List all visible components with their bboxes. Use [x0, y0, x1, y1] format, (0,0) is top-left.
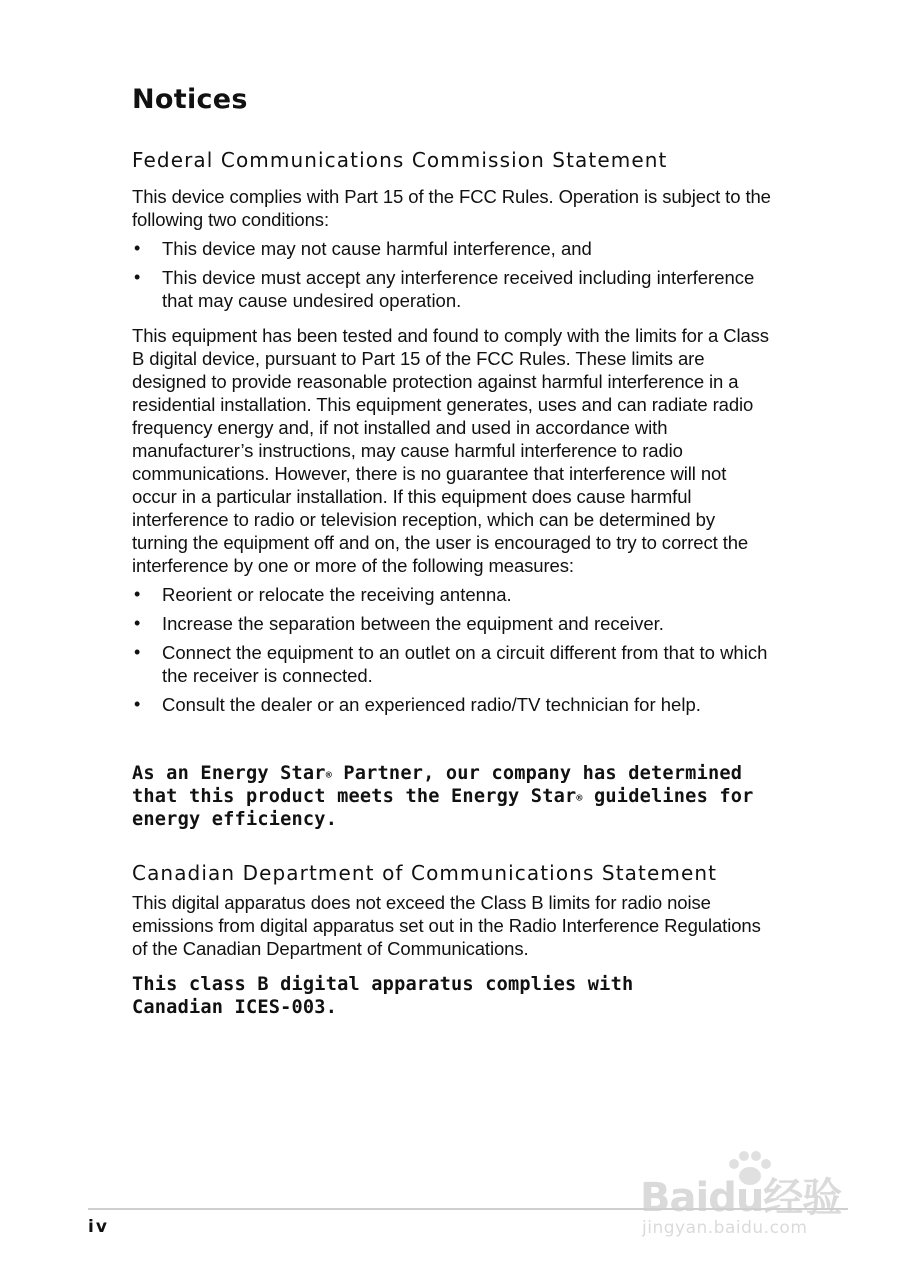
- list-item: • This device must accept any interference received including interference that may cause undesired operation.: [132, 266, 772, 312]
- ices-compliance-statement: This class B digital apparatus complies with Canadian ICES-003.: [132, 974, 634, 1018]
- canadian-heading: Canadian Department of Communications Statement: [132, 861, 718, 885]
- list-item: • Connect the equipment to an outlet on a circuit different from that to which the receiver is connected.: [132, 641, 772, 687]
- list-item: • This device may not cause harmful interference, and: [132, 237, 772, 260]
- energy-star-statement: As an Energy Star® Partner, our company has determined that this product meets the Energy Star® guidelines for energy efficiency.: [132, 763, 754, 830]
- fcc-measures-list: [132, 583, 772, 716]
- list-item: • Reorient or relocate the receiving antenna.: [132, 583, 772, 606]
- page-number: iv: [88, 1217, 109, 1237]
- footer-divider: [88, 1208, 848, 1210]
- fcc-conditions-list: [132, 237, 772, 312]
- fcc-paragraph: This equipment has been tested and found to comply with the limits for a Class B digital device, pursuant to Part 15 of the FCC Rules. These limits are designed to provide reasonable protection against harmful interference in a residential installation. This equipment generates, uses and can radiate radio frequency energy and, if not installed and used in accordance with manufacturer’s instructions, may cause harmful interference to radio communications. However, there is no guarantee that interference will not occur in a particular installation. If this equipment does cause harmful interference to radio or television reception, which can be determined by turning the equipment off and on, the user is encouraged to try to correct the interference by one or more of the following measures:: [132, 325, 769, 576]
- canadian-paragraph: This digital apparatus does not exceed the Class B limits for radio noise emissions from digital apparatus set out in the Radio Interference Regulations of the Canadian Department of Communications.: [132, 892, 761, 959]
- fcc-heading: Federal Communications Commission Statement: [132, 148, 668, 172]
- fcc-intro: This device complies with Part 15 of the FCC Rules. Operation is subject to the following two conditions:: [132, 186, 771, 230]
- watermark-brand: Baidu经验: [640, 1175, 842, 1221]
- page-title: Notices: [132, 84, 248, 115]
- list-item: • Increase the separation between the equipment and receiver.: [132, 612, 772, 635]
- watermark-url: jingyan.baidu.com: [642, 1218, 808, 1238]
- watermark-logo: [640, 1148, 850, 1243]
- list-item: • Consult the dealer or an experienced radio/TV technician for help.: [132, 693, 772, 716]
